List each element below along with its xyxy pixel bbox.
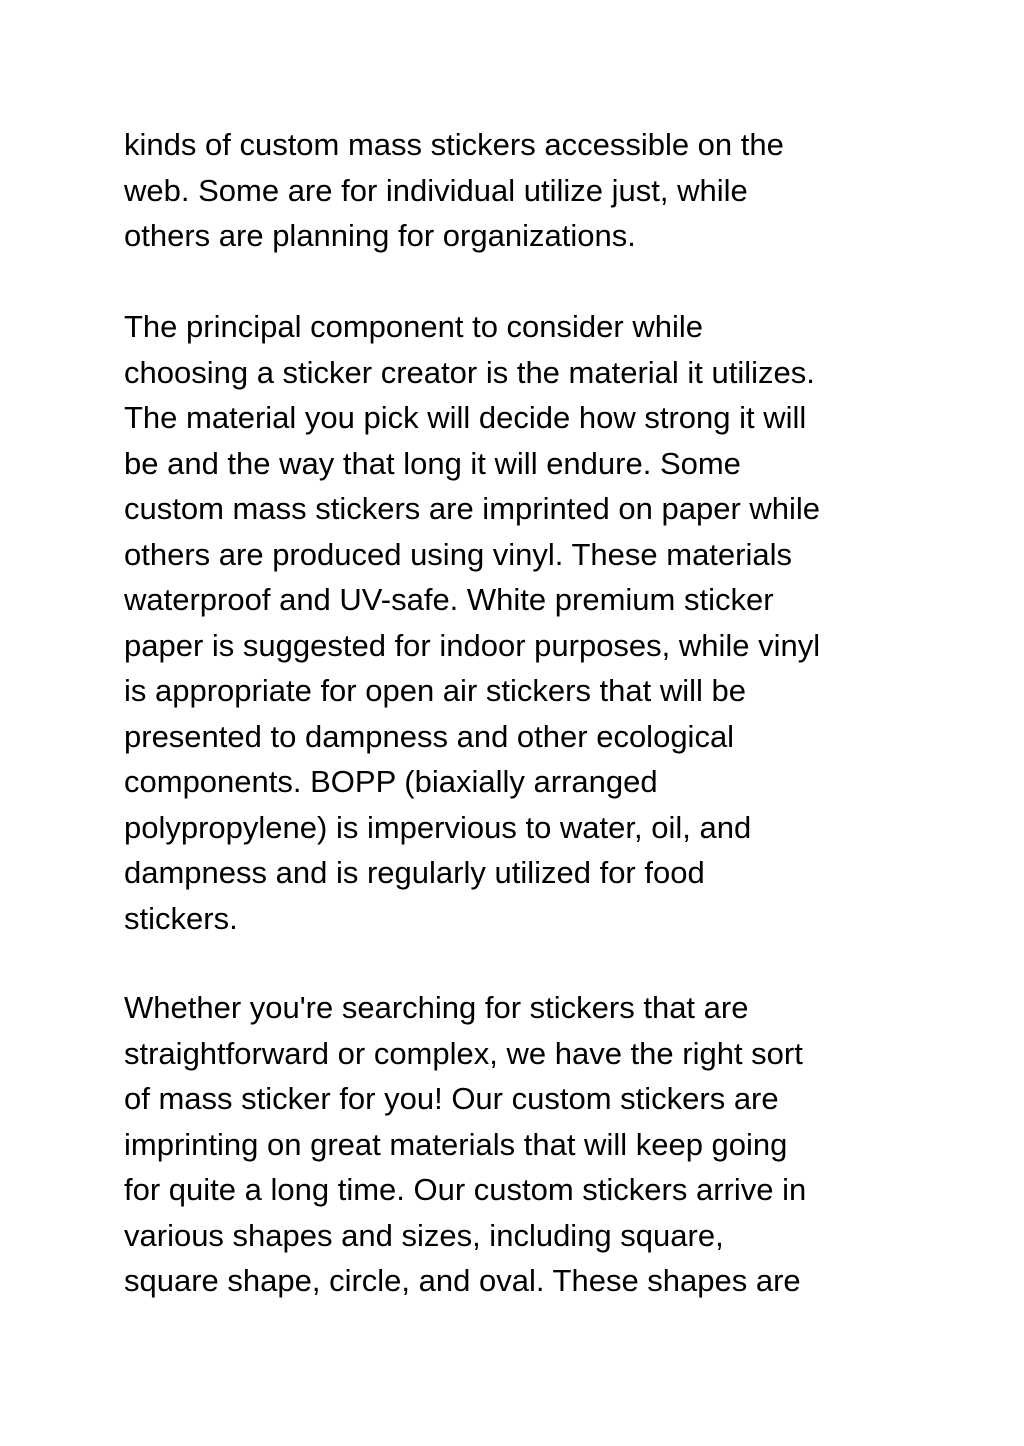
- text-line: web. Some are for individual utilize just, while: [124, 172, 748, 208]
- text-line: square shape, circle, and oval. These shapes are: [124, 1263, 801, 1298]
- text-line: Whether you're searching for stickers that are: [124, 990, 749, 1025]
- paragraph-3: [124, 985, 806, 1304]
- text-line: dampness and is regularly utilized for food: [124, 855, 705, 890]
- text-line: components. BOPP (biaxially arranged: [124, 764, 658, 799]
- paragraph-2: [124, 304, 820, 941]
- text-line: straightforward or complex, we have the right sort: [124, 1035, 803, 1071]
- text-line: waterproof and UV-safe. White premium sticker: [124, 582, 774, 617]
- paragraph-1: [124, 122, 784, 259]
- text-line: kinds of custom mass stickers accessible on the: [124, 127, 784, 162]
- text-line: of mass sticker for you! Our custom stickers are: [124, 1081, 779, 1116]
- text-line: The material you pick will decide how strong it will: [124, 400, 807, 435]
- text-line: is appropriate for open air stickers that will be: [124, 673, 747, 708]
- text-line: imprinting on great materials that will keep going: [124, 1126, 788, 1162]
- text-line: polypropylene) is impervious to water, oil, and: [124, 809, 752, 845]
- text-line: various shapes and sizes, including square,: [124, 1217, 724, 1253]
- text-line: for quite a long time. Our custom stickers arrive in: [124, 1172, 807, 1207]
- text-line: paper is suggested for indoor purposes, while vinyl: [124, 627, 821, 663]
- text-line: custom mass stickers are imprinted on paper while: [124, 491, 821, 526]
- text-line: The principal component to consider while: [124, 309, 703, 344]
- text-line: be and the way that long it will endure. Some: [124, 445, 741, 481]
- text-line: choosing a sticker creator is the material it utilizes.: [124, 354, 815, 390]
- text-line: presented to dampness and other ecological: [124, 718, 735, 754]
- text-line: others are planning for organizations.: [124, 218, 636, 253]
- text-line: others are produced using vinyl. These materials: [124, 536, 792, 572]
- text-line: stickers.: [124, 900, 238, 936]
